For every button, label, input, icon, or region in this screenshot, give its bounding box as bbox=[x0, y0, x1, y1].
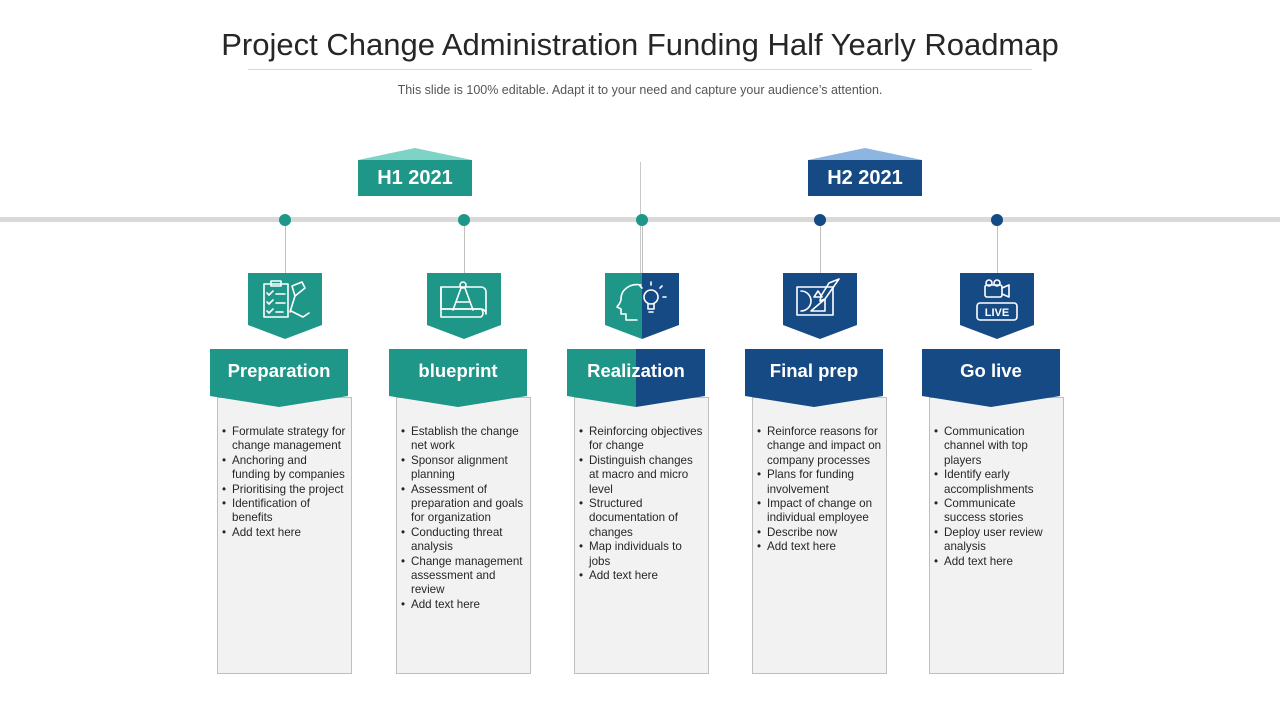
half-label-h1 bbox=[358, 148, 472, 196]
phase-bullet-list bbox=[579, 425, 704, 583]
phase-bullet-list bbox=[401, 425, 526, 612]
live-camera-icon bbox=[960, 273, 1034, 339]
bullet-item: • Structured documentation of changes bbox=[579, 497, 704, 540]
bullet-item: • Communication channel with top players bbox=[934, 425, 1059, 468]
blueprint-pencil-icon bbox=[783, 273, 857, 339]
timeline-dot bbox=[458, 214, 470, 226]
title-divider bbox=[248, 69, 1032, 70]
phase-title: Go live bbox=[960, 360, 1022, 381]
phase-go-live bbox=[922, 214, 1072, 684]
page-title: Project Change Administration Funding Half Yearly Roadmap bbox=[221, 27, 1059, 62]
blueprint-compass-icon bbox=[427, 273, 501, 339]
phase-preparation bbox=[210, 214, 360, 684]
phase-title: Final prep bbox=[769, 360, 859, 381]
bullet-item: • Prioritising the project bbox=[222, 483, 347, 497]
bullet-item: • Add text here bbox=[579, 569, 704, 583]
phase-bullet-list bbox=[222, 425, 347, 540]
phase-title: Preparation bbox=[227, 360, 331, 381]
timeline-dot bbox=[636, 214, 648, 226]
bullet-item: • Reinforce reasons for change and impact on company processes bbox=[757, 425, 882, 468]
bullet-item: • Impact of change on individual employee bbox=[757, 497, 882, 526]
phase-bullet-list bbox=[934, 425, 1059, 569]
half-label-text: H2 2021 bbox=[808, 160, 922, 196]
bullet-item: • Map individuals to jobs bbox=[579, 540, 704, 569]
bullet-item: • Assessment of preparation and goals for organization bbox=[401, 483, 526, 526]
half-label-cap bbox=[808, 148, 922, 160]
phase-final-prep bbox=[745, 214, 895, 684]
phase-title: blueprint bbox=[418, 360, 498, 381]
bullet-item: • Distinguish changes at macro and micro level bbox=[579, 454, 704, 497]
page-subtitle: This slide is 100% editable. Adapt it to your need and capture your audience’s attention. bbox=[397, 83, 883, 97]
bullet-item: • Plans for funding involvement bbox=[757, 468, 882, 497]
phase-banner bbox=[210, 349, 348, 407]
phase-banner bbox=[567, 349, 705, 407]
bullet-item: • Communicate success stories bbox=[934, 497, 1059, 526]
bullet-item: • Reinforcing objectives for change bbox=[579, 425, 704, 454]
bullet-item: • Formulate strategy for change management bbox=[222, 425, 347, 454]
phase-banner bbox=[922, 349, 1060, 407]
phase-banner bbox=[389, 349, 527, 407]
timeline-dot bbox=[279, 214, 291, 226]
phase-banner bbox=[745, 349, 883, 407]
phase-title: Realization bbox=[587, 360, 685, 381]
half-label-cap bbox=[358, 148, 472, 160]
svg-text:LIVE: LIVE bbox=[984, 307, 1010, 319]
bullet-item: • Add text here bbox=[757, 540, 882, 554]
bullet-item: • Identification of benefits bbox=[222, 497, 347, 526]
bullet-item: • Describe now bbox=[757, 526, 882, 540]
checklist-icon bbox=[248, 273, 322, 339]
phase-realization bbox=[567, 214, 717, 684]
timeline-dot bbox=[814, 214, 826, 226]
bullet-item: • Add text here bbox=[401, 598, 526, 612]
bullet-item: • Identify early accomplishments bbox=[934, 468, 1059, 497]
half-label-text: H1 2021 bbox=[358, 160, 472, 196]
bullet-item: • Add text here bbox=[222, 526, 347, 540]
bullet-item: • Conducting threat analysis bbox=[401, 526, 526, 555]
bullet-item: • Deploy user review analysis bbox=[934, 526, 1059, 555]
phase-bullet-list bbox=[757, 425, 882, 555]
bullet-item: • Add text here bbox=[934, 555, 1059, 569]
phase-blueprint bbox=[389, 214, 539, 684]
bullet-item: • Sponsor alignment planning bbox=[401, 454, 526, 483]
head-lightbulb-icon bbox=[605, 273, 679, 339]
bullet-item: • Anchoring and funding by companies bbox=[222, 454, 347, 483]
half-label-h2 bbox=[808, 148, 922, 196]
bullet-item: • Change management assessment and review bbox=[401, 555, 526, 598]
timeline-dot bbox=[991, 214, 1003, 226]
bullet-item: • Establish the change net work bbox=[401, 425, 526, 454]
